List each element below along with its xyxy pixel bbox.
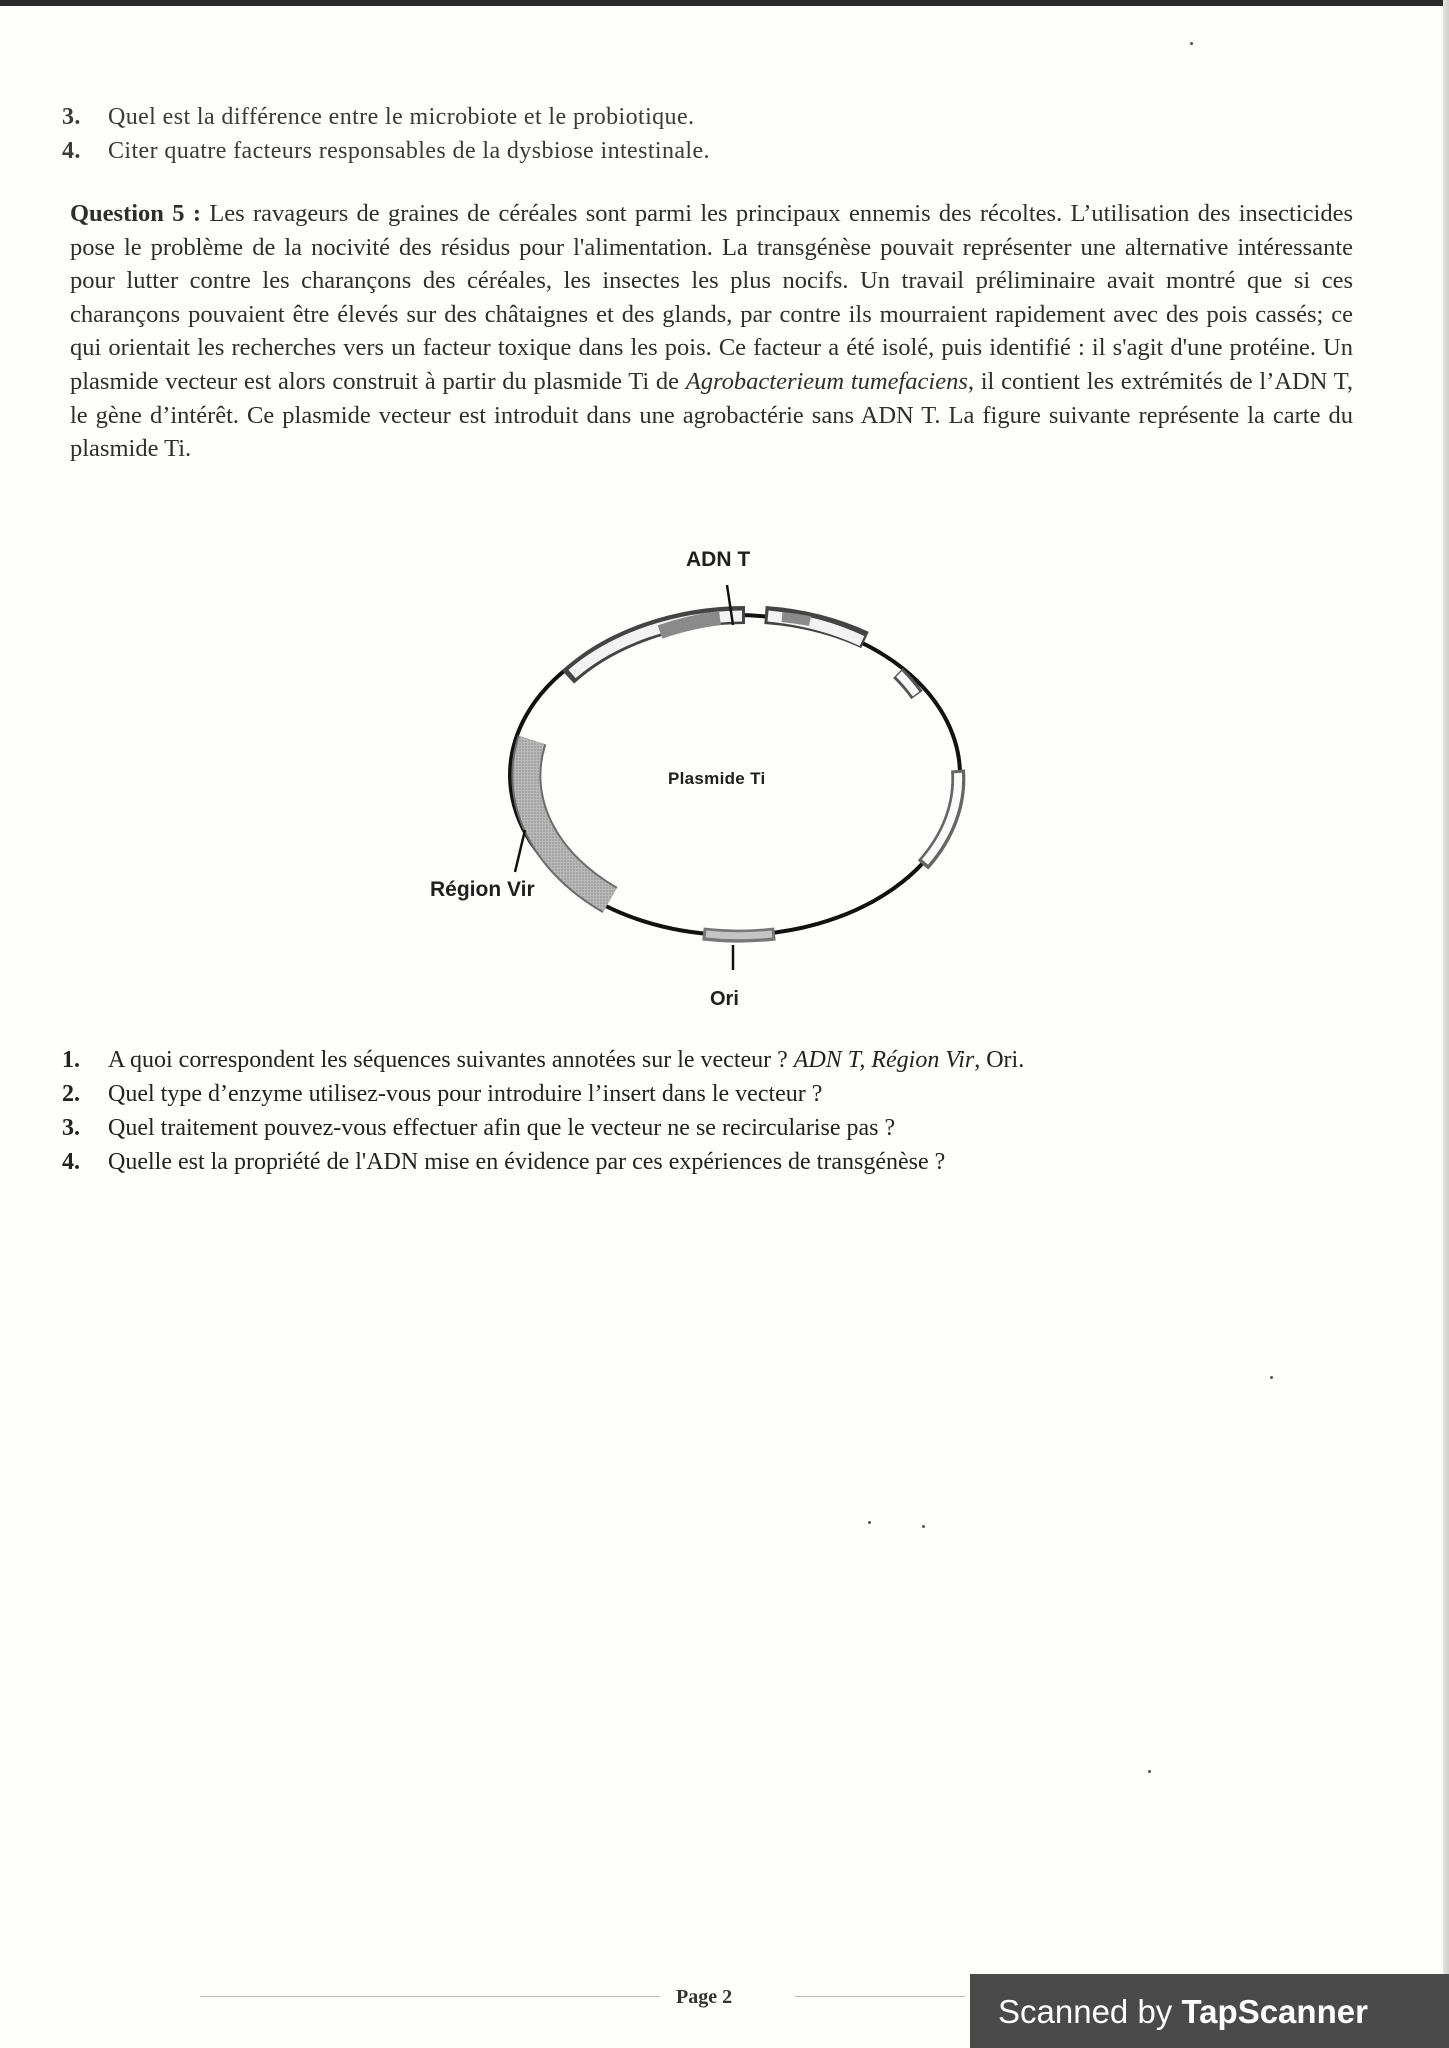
item-text: Quel type d’enzyme utilisez-vous pour introduire l’insert dans le vecteur ? bbox=[108, 1081, 823, 1107]
list-item bbox=[62, 1043, 1362, 1077]
question-5-text-end: , il contient les extrémités de l’ADN T, le gène d’intérêt. Ce plasmide vecteur est introduit dans une agrobactérie sans ADN T. La figure suivante représente la carte du plasmide Ti. bbox=[70, 367, 1354, 463]
scanner-watermark bbox=[970, 1974, 1449, 2048]
list-item bbox=[62, 100, 1342, 134]
item-number: 2. bbox=[62, 1081, 80, 1107]
item-italic: ADN T, Région Vir bbox=[793, 1047, 975, 1073]
list-item bbox=[62, 1145, 1362, 1179]
label-region-vir: Région Vir bbox=[430, 878, 535, 901]
watermark-text bbox=[998, 1993, 1368, 2031]
question-5-text: Les ravageurs de graines de céréales sont parmi les principaux ennemis des récoltes. L’utilisation des insecticides pose le problème de la nocivité des résidus pour l'alimentation. La transgénèse pouvait représenter une alternative intéressante pour lutter contre les charançons des céréales, les insectes les plus nocifs. Un travail préliminaire avait montré que si ces charançons pouvaient être élevés sur des châtaignes et des glands, par contre ils mourraient rapidement avec des pois cassés; ce qui orientait les recherches vers un facteur toxique dans les pois. Ce facteur a été isolé, puis identifié : il s'agit d'une protéine. Un plasmide vecteur est alors construit à partir du plasmide Ti de bbox=[70, 200, 1353, 395]
item-text: Quel est la différence entre le microbiote et le probiotique. bbox=[108, 104, 695, 130]
item-number: 3. bbox=[62, 1115, 80, 1141]
question-5-label: Question 5 : bbox=[70, 200, 201, 227]
list-item bbox=[62, 134, 1342, 168]
ori-segment-inner bbox=[706, 934, 772, 936]
item-number: 4. bbox=[62, 138, 81, 164]
scan-speck bbox=[1148, 1770, 1151, 1773]
item-number: 3. bbox=[62, 104, 81, 130]
watermark-brand: TapScanner bbox=[1181, 1993, 1368, 2030]
list-item bbox=[62, 1077, 1362, 1111]
scan-speck bbox=[1270, 1376, 1273, 1379]
scan-speck bbox=[922, 1525, 925, 1528]
list-item bbox=[62, 1111, 1362, 1145]
plasmid-figure bbox=[420, 545, 1020, 1015]
item-text: A quoi correspondent les séquences suivantes annotées sur le vecteur ? bbox=[108, 1047, 794, 1073]
item-text: Quelle est la propriété de l'ADN mise en évidence par ces expériences de transgénèse ? bbox=[108, 1149, 946, 1175]
item-number: 4. bbox=[62, 1149, 80, 1175]
scan-right-edge bbox=[1443, 0, 1449, 2048]
region-vir-pointer bbox=[515, 830, 525, 872]
bottom-questions-list bbox=[62, 1043, 1362, 1179]
item-text: Citer quatre facteurs responsables de la dysbiose intestinale. bbox=[108, 138, 710, 164]
footer-rule-right bbox=[795, 1996, 965, 1997]
scan-speck bbox=[1190, 42, 1193, 45]
page-number: Page 2 bbox=[676, 1986, 733, 2008]
label-ori: Ori bbox=[710, 988, 739, 1010]
item-text: Quel traitement pouvez-vous effectuer afin que le vecteur ne se recircularise pas ? bbox=[108, 1115, 896, 1141]
species-name: Agrobacterieum tumefaciens bbox=[685, 367, 968, 395]
label-adn-t: ADN T bbox=[686, 548, 751, 571]
scan-top-edge bbox=[0, 0, 1449, 6]
item-number: 1. bbox=[62, 1047, 80, 1073]
watermark-prefix: Scanned by bbox=[998, 1993, 1182, 2030]
question-5-paragraph bbox=[70, 197, 1353, 466]
top-questions-list bbox=[62, 100, 1342, 168]
adn-t-gene-block-right bbox=[782, 617, 810, 621]
scan-speck bbox=[868, 1521, 871, 1524]
footer-rule-left bbox=[200, 1996, 660, 1997]
label-plasmide-ti: Plasmide Ti bbox=[668, 769, 766, 788]
item-tail: , Ori. bbox=[974, 1047, 1025, 1073]
